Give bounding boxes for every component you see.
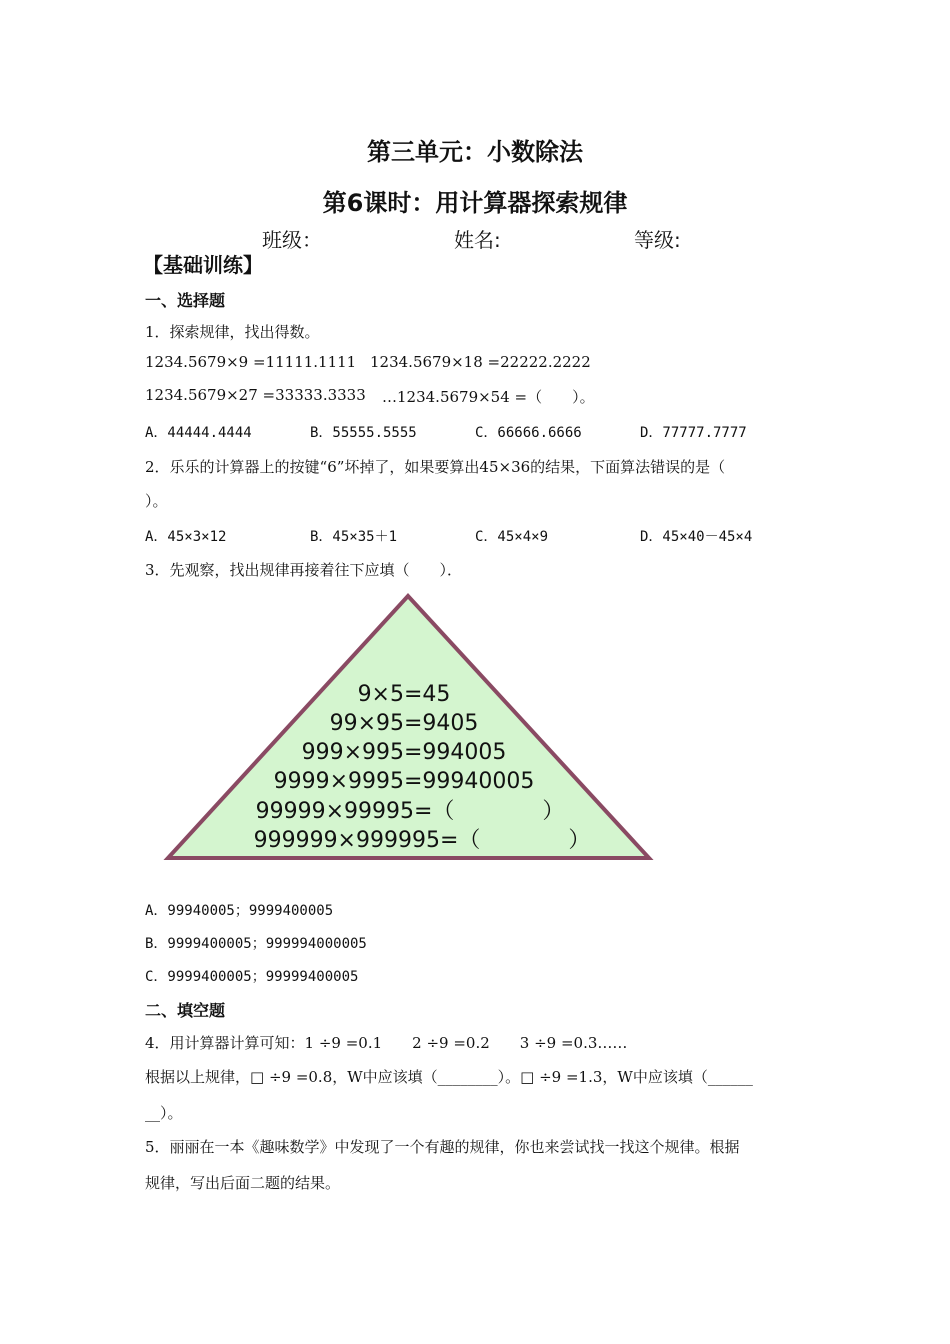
q1-line1a: 1234.5679×9 =11111.1111 (145, 353, 357, 371)
q1-line2a: 1234.5679×27 =33333.3333 (145, 386, 366, 404)
class-label: 班级： (262, 228, 322, 252)
q4-line3: __）。 (145, 1104, 183, 1122)
triangle-line-6: 999999×999995=（ ） (253, 828, 591, 853)
pattern-triangle (160, 590, 660, 865)
q2-option-b: B．45×35＋1 (310, 529, 398, 545)
triangle-line-2: 99×95=9405 (329, 711, 479, 736)
page-title: 第三单元：小数除法 (367, 138, 583, 166)
q1-option-a: A．44444.4444 (145, 425, 252, 441)
q2-option-d: D．45×40－45×4 (640, 529, 753, 545)
q1-line2b: …1234.5679×54 =（ ）。 (382, 388, 595, 406)
q3-stem: 3．先观察，找出规律再接着往下应填（ ）． (145, 561, 463, 579)
section-basic-training: 【基础训练】 (143, 253, 263, 277)
q3-option-b: B．9999400005；999994000005 (145, 936, 367, 952)
q1-stem: 1．探索规律，找出得数。 (145, 323, 320, 341)
q2-option-c: C．45×4×9 (475, 529, 549, 545)
lesson-subtitle: 第6课时：用计算器探索规律 (322, 189, 628, 217)
q2-stem-line2: ）。 (145, 492, 168, 510)
q4-line2: 根据以上规律，□ ÷9 =0.8，W中应该填（________）。□ ÷9 =1.3，W中应该填（______ (145, 1068, 753, 1086)
q1-option-c: C．66666.6666 (475, 425, 582, 441)
name-label: 姓名: (454, 228, 501, 252)
q3-option-a: A．99940005；9999400005 (145, 903, 334, 919)
triangle-line-1: 9×5=45 (357, 682, 451, 707)
q4-line1: 4．用计算器计算可知：1 ÷9 =0.1 2 ÷9 =0.2 3 ÷9 =0.3…… (145, 1034, 628, 1052)
q2-stem-line1: 2．乐乐的计算器上的按键“6”坏掉了，如果要算出45×36的结果，下面算法错误的是（ (145, 458, 726, 476)
q3-option-c: C．9999400005；99999400005 (145, 969, 359, 985)
q1-line1b: 1234.5679×18 =22222.2222 (370, 353, 591, 371)
triangle-line-3: 999×995=994005 (301, 740, 507, 765)
q5-line2: 规律，写出后面二题的结果。 (145, 1174, 341, 1192)
part2-heading: 二、填空题 (145, 1001, 226, 1020)
q1-option-b: B．55555.5555 (310, 425, 417, 441)
q2-option-a: A．45×3×12 (145, 529, 227, 545)
triangle-line-5: 99999×99995=（ ） (255, 799, 565, 824)
q1-option-d: D．77777.7777 (640, 425, 747, 441)
q5-line1: 5．丽丽在一本《趣味数学》中发现了一个有趣的规律，你也来尝试找一找这个规律。根据 (145, 1138, 740, 1156)
part1-heading: 一、选择题 (145, 291, 226, 310)
triangle-line-4: 9999×9995=99940005 (273, 769, 535, 794)
grade-label: 等级: (634, 228, 681, 252)
